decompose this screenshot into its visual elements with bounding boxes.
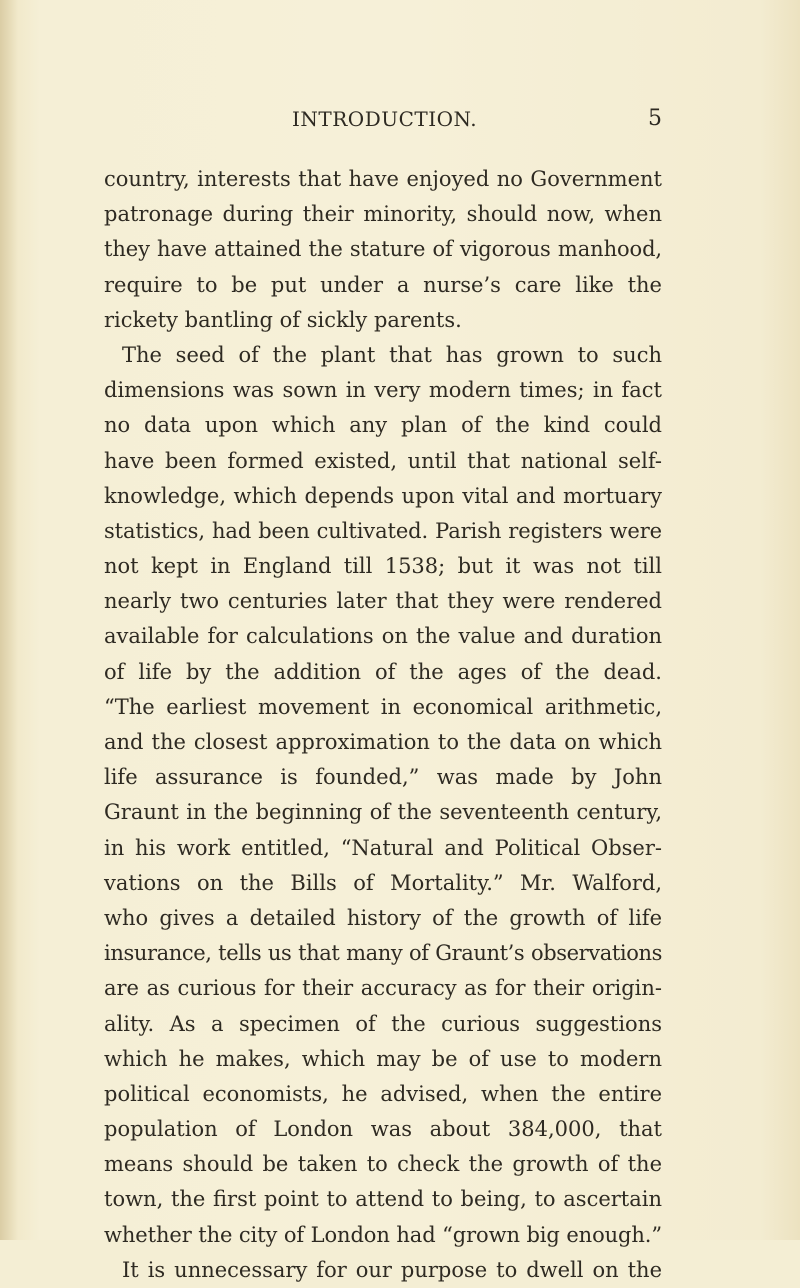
text-line: town, the first point to attend to being, to ascertain	[104, 1187, 662, 1212]
text-line: no data upon which any plan of the kind could	[104, 413, 662, 438]
text-line: whether the city of London had “grown big enough.”	[104, 1222, 663, 1247]
text-line: dimensions was sown in very modern times; in fact	[104, 378, 662, 403]
body-text	[104, 162, 662, 1288]
text-line: vations on the Bills of Mortality.” Mr. Walford,	[104, 870, 662, 895]
text-line: in his work entitled, “Natural and Political Obser-	[104, 835, 662, 860]
page-number: 5	[648, 106, 662, 131]
text-line: insurance, tells us that many of Graunt’s observations	[104, 941, 662, 966]
text-line: available for calculations on the value and duration	[104, 624, 662, 649]
page-gutter-shadow	[0, 0, 18, 1240]
text-line: not kept in England till 1538; but it was not till	[104, 554, 662, 579]
text-line: they have attained the stature of vigorous manhood,	[104, 237, 662, 262]
text-line: are as curious for their accuracy as for their origin-	[104, 976, 662, 1001]
text-line: statistics, had been cultivated. Parish registers were	[104, 518, 662, 543]
text-line: patronage during their minority, should now, when	[104, 202, 662, 227]
text-line: require to be put under a nurse’s care like the	[104, 272, 662, 297]
text-line: The seed of the plant that has grown to such	[122, 342, 662, 367]
text-line: which he makes, which may be of use to modern	[104, 1046, 662, 1071]
text-line: ality. As a specimen of the curious suggestions	[104, 1011, 662, 1036]
text-line: country, interests that have enjoyed no Government	[104, 167, 662, 191]
text-line: population of London was about 384,000, that	[104, 1117, 662, 1142]
running-head	[0, 104, 800, 134]
text-line: of life by the addition of the ages of the dead.	[104, 659, 662, 684]
text-line: political economists, he advised, when the entire	[104, 1081, 662, 1106]
text-line: nearly two centuries later that they were rendered	[104, 589, 662, 614]
running-title: INTRODUCTION.	[292, 107, 478, 131]
text-line: and the closest approximation to the data on which	[104, 730, 662, 754]
text-line: who gives a detailed history of the growth of life	[104, 905, 662, 930]
text-line: Graunt in the beginning of the seventeenth century,	[104, 800, 662, 825]
text-line: knowledge, which depends upon vital and mortuary	[104, 483, 662, 508]
text-line: have been formed existed, until that national self-	[104, 448, 662, 473]
text-line: life assurance is founded,” was made by John	[104, 765, 662, 790]
text-line: rickety bantling of sickly parents.	[104, 307, 462, 332]
text-line: It is unnecessary for our purpose to dwell on the	[122, 1257, 662, 1282]
text-line: means should be taken to check the growth of the	[104, 1152, 662, 1177]
text-line: “The earliest movement in economical arithmetic,	[104, 694, 662, 719]
